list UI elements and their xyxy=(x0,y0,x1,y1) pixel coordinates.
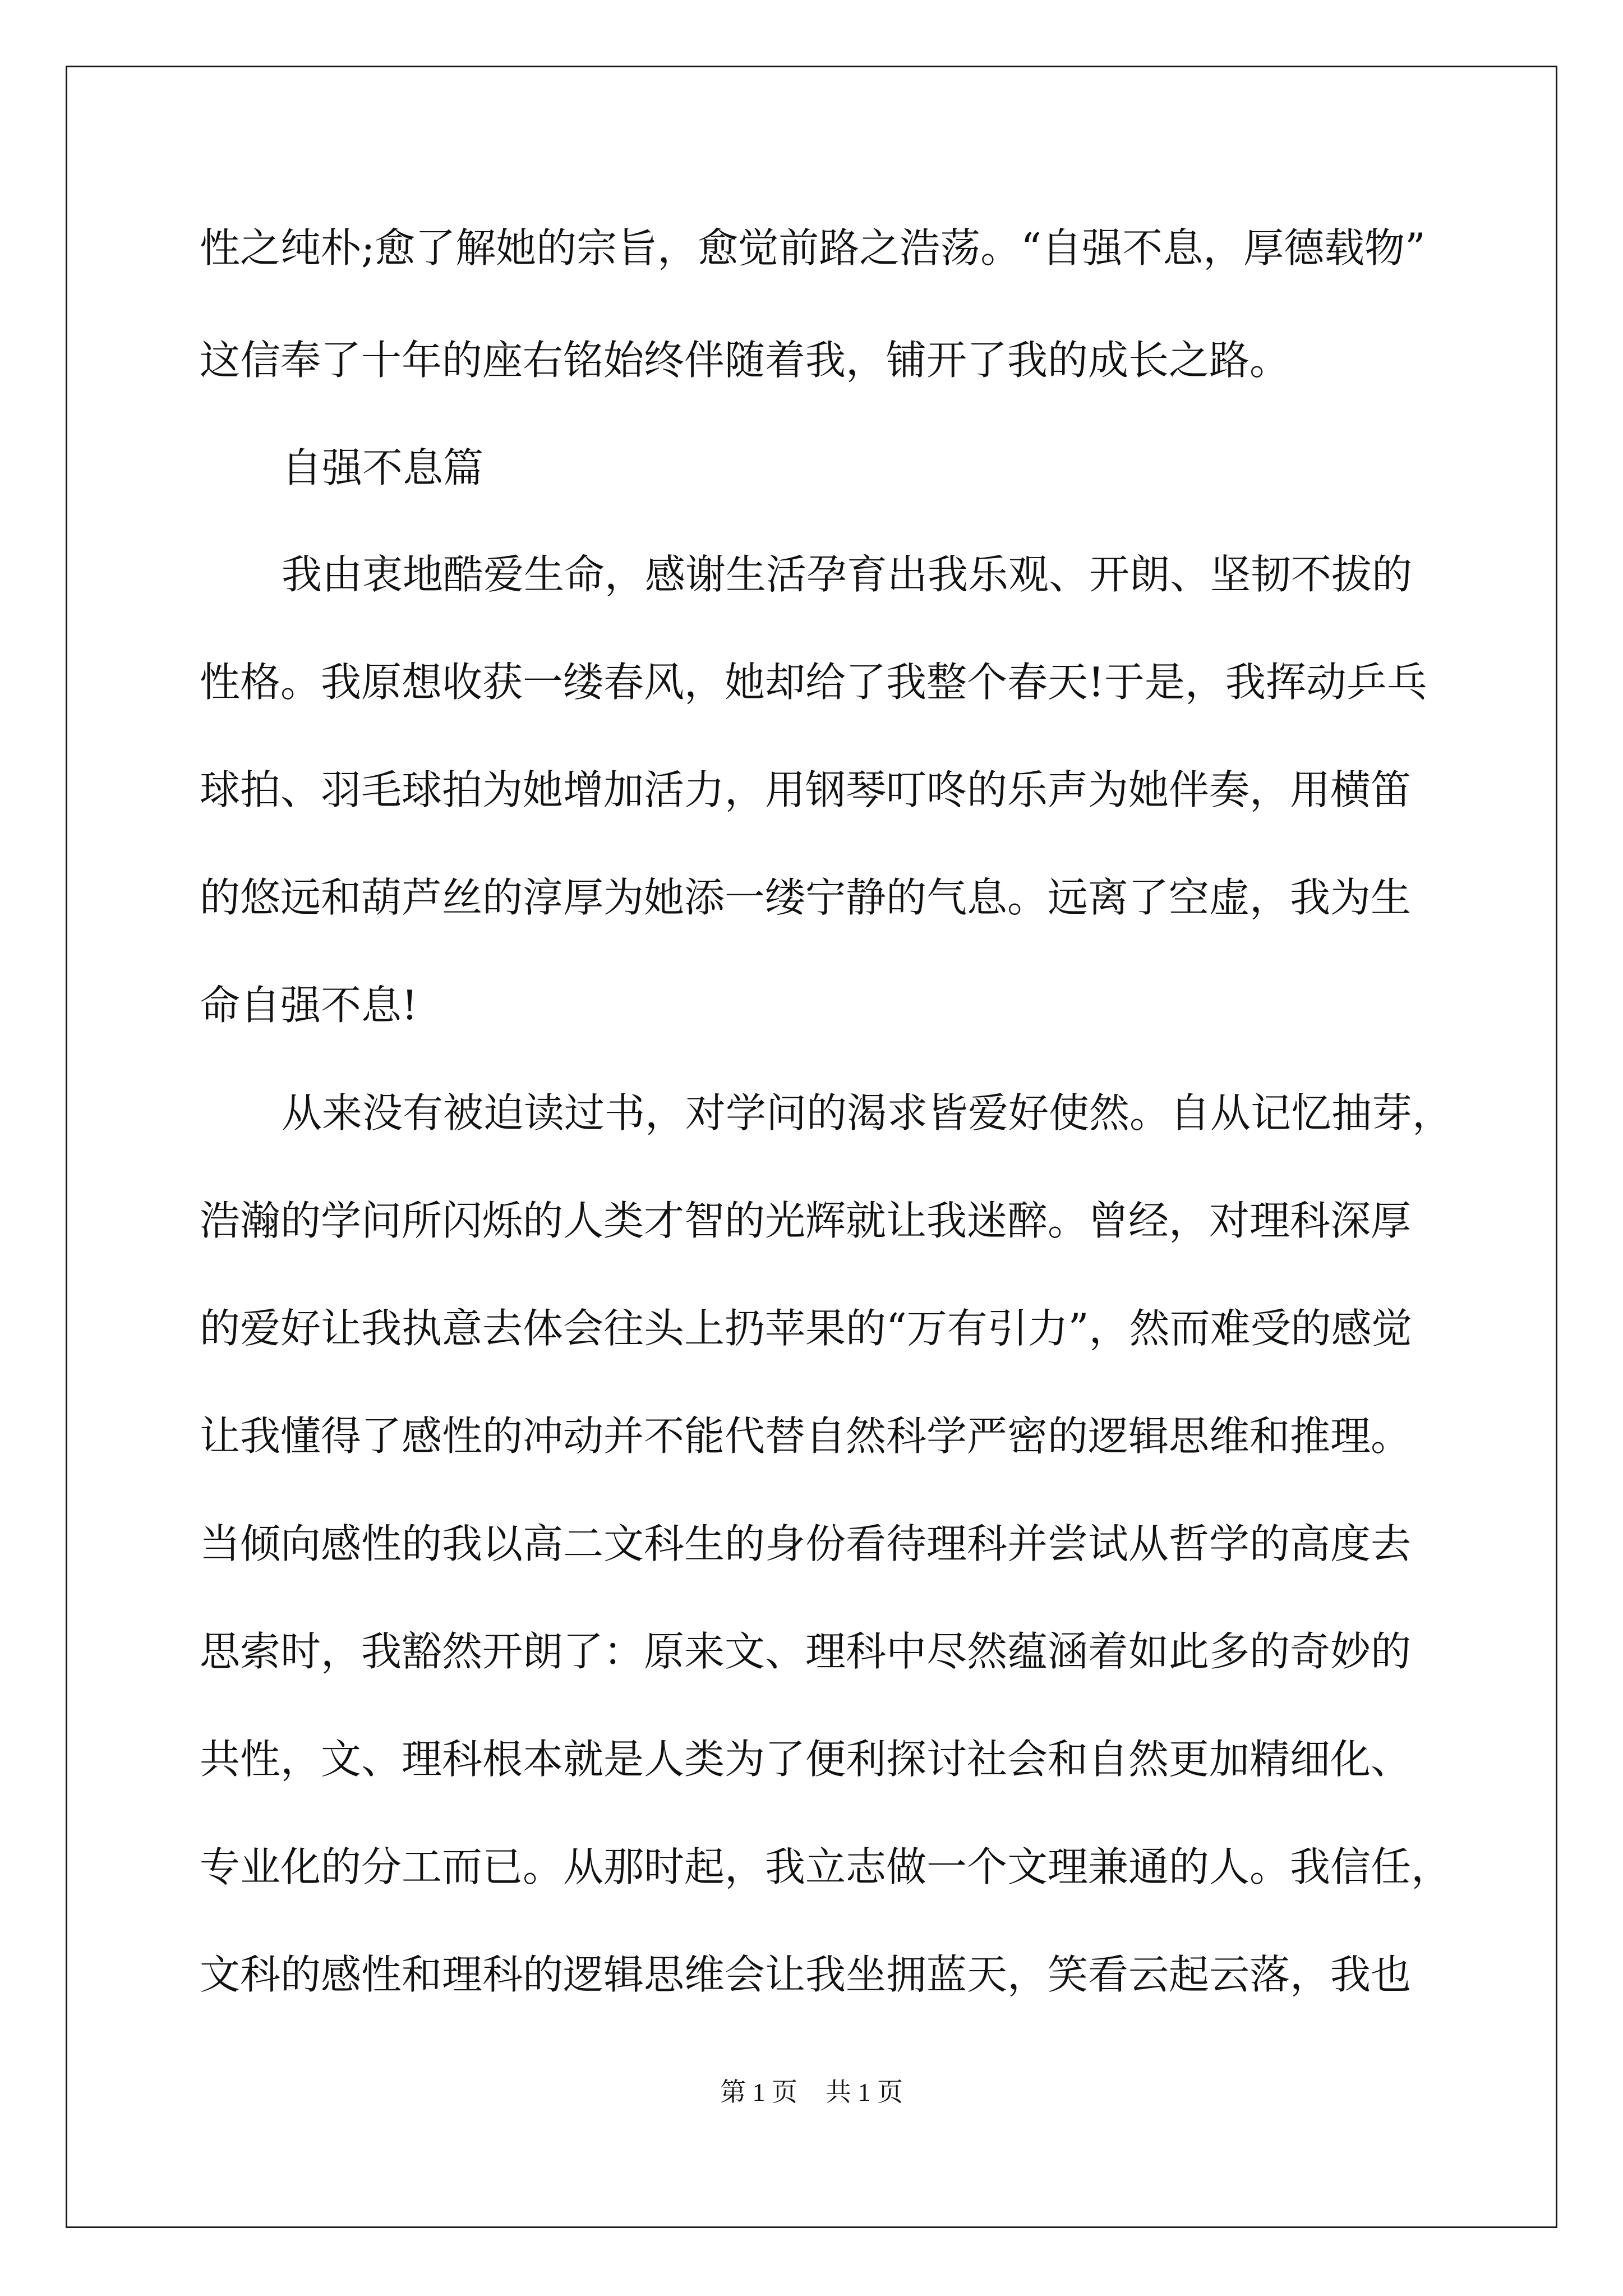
text-line-10: 浩瀚的学问所闪烁的人类才智的光辉就让我迷醉。曾经，对理科深厚 xyxy=(200,1197,1412,1244)
text-line-7: 的悠远和葫芦丝的淳厚为她添一缕宁静的气息。远离了空虚，我为生 xyxy=(200,874,1412,921)
text-line-12: 让我懂得了感性的冲动并不能代替自然科学严密的逻辑思维和推理。 xyxy=(200,1412,1412,1460)
text-line-14: 思索时，我豁然开朗了：原来文、理科中尽然蕴涵着如此多的奇妙的 xyxy=(200,1628,1412,1675)
text-line-15: 共性，文、理科根本就是人类为了便利探讨社会和自然更加精细化、 xyxy=(200,1736,1412,1783)
page-total: 共 1 页 xyxy=(826,2078,903,2106)
text-line-13: 当倾向感性的我以高二文科生的身份看待理科并尝试从哲学的高度去 xyxy=(200,1520,1412,1567)
page-border xyxy=(66,66,1557,2228)
text-line-1: 性之纯朴;愈了解她的宗旨，愈觉前路之浩荡。“自强不息，厚德载物” xyxy=(200,224,1426,272)
text-line-16: 专业化的分工而已。从那时起，我立志做一个文理兼通的人。我信任， xyxy=(200,1843,1452,1890)
text-line-4: 我由衷地酷爱生命，感谢生活孕育出我乐观、开朗、坚韧不拔的 xyxy=(282,551,1413,598)
text-line-2: 这信奉了十年的座右铭始终伴随着我，铺开了我的成长之路。 xyxy=(200,337,1290,384)
text-line-11: 的爱好让我执意去体会往头上扔苹果的“万有引力”，然而难受的感觉 xyxy=(200,1305,1412,1352)
text-line-6: 球拍、羽毛球拍为她增加活力，用钢琴叮咚的乐声为她伴奏，用横笛 xyxy=(200,766,1412,813)
text-line-5: 性格。我原想收获一缕春风，她却给了我整个春天!于是，我挥动乒乓 xyxy=(200,659,1427,706)
section-heading: 自强不息篇 xyxy=(282,444,484,491)
page-number: 第 1 页 xyxy=(720,2078,797,2106)
text-line-9: 从来没有被迫读过书，对学问的渴求皆爱好使然。自从记忆抽芽， xyxy=(282,1089,1453,1137)
text-line-8: 命自强不息! xyxy=(200,982,418,1029)
text-line-17: 文科的感性和理科的逻辑思维会让我坐拥蓝天，笑看云起云落，我也 xyxy=(200,1951,1412,1998)
page-footer xyxy=(0,2076,1623,2109)
